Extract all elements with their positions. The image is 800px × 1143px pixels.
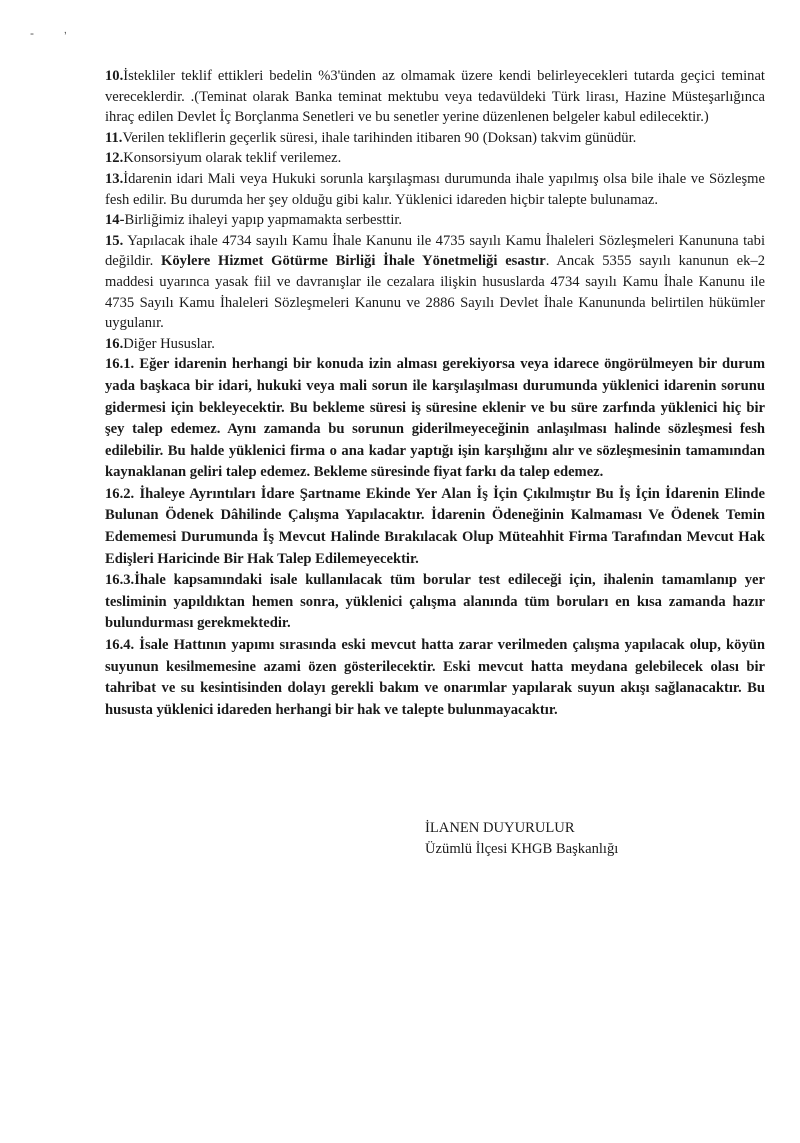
- announcement-line: İLANEN DUYURULUR: [425, 820, 575, 836]
- scan-mark-tick: ‚: [64, 22, 67, 36]
- signature-block: [425, 818, 618, 859]
- paragraph-number: 12.: [105, 150, 124, 167]
- paragraph-15: [105, 231, 765, 334]
- paragraph-16: [105, 334, 765, 355]
- paragraph-text: Yapılacak ihale 4734 sayılı Kamu İhale Kanunu ile 4735 sayılı Kamu İhaleleri Sözleşmeleri Kanununa tabi değildir.: [105, 232, 765, 270]
- paragraph-text: İstekliler teklif ettikleri bedelin %3'ünden az olmamak üzere kendi belirleyecekleri tutarda geçici teminat vereceklerdir. .(Teminat olarak Banka teminat mektubu veya tedavüldeki Türk lirası, Hazine Müsteşarlığınca ihraç edilen Devlet İç Borçlanma Senetleri ve bu senetler yerine düzenlenen belgeler kabul edilecektir.): [105, 68, 765, 126]
- paragraph-16-1: 16.1. Eğer idarenin herhangi bir konuda izin alması gerekiyorsa veya idarece öngörülmeyen bir durum yada başkaca bir idari, hukuki veya mali sorun ile karşılaşılması durumunda yüklenici idarenin sorunu gidermesi için bekleyecektir. Bu bekleme süresi iş süresine eklenir ve bu süre zarfında yüklenici hiç bir şey talep edemez. Aynı zamanda bu sorunun giderilmeyeceğinin anlaşılması halinde sözleşmesi fesh edilebilir. Bu halde yüklenici firma o ana kadar yaptığı işin karşılığını alır ve sözleşmesinin tamamından kaynaklanan geliri talep edemez. Bekleme süresinde fiyat farkı da talep edemez.: [105, 356, 765, 481]
- paragraph-13: [105, 169, 765, 210]
- paragraph-text: Diğer Hususlar.: [123, 335, 215, 352]
- paragraph-number: 14-: [105, 212, 125, 229]
- paragraph-text: Birliğimiz ihaleyi yapıp yapmamakta serbesttir.: [124, 212, 403, 229]
- scan-mark-dash: -: [30, 26, 34, 40]
- paragraph-number: 13.: [105, 170, 124, 187]
- paragraph-text: Verilen tekliflerin geçerlik süresi, ihale tarihinden itibaren 90 (Doksan) takvim günüdür.: [122, 129, 637, 146]
- paragraph-text: İdarenin idari Mali veya Hukuki sorunla karşılaşması durumunda ihale yapılmış olsa bile ihale ve Sözleşme fesh edilir. Bu durumda her şey olduğu gibi kalır. Yüklenici idareden hiçbir talepte bulunamaz.: [105, 170, 765, 208]
- paragraph-16-2: 16.2. İhaleye Ayrıntıları İdare Şartname Ekinde Yer Alan İş İçin Çıkılmıştır Bu İş İçin İdarenin Elinde Bulunan Ödenek Dâhilinde Çalışma Yapılacaktır. İdarenin Ödeneğinin Kalmaması Ve Ödenek Temin Edememesi Durumunda İş Mevcut Halinde Bırakılacak Olup Müteahhit Firma Tarafından Mevcut Hak Edişleri Haricinde Bir Hak Talep Edilemeyecektir.: [105, 485, 765, 567]
- paragraph-text-continued: . Ancak 5355 sayılı kanunun ek–2 maddesi uyarınca yasak fiil ve davranışlar ile cezalara ilişkin hususlarda 4734 sayılı Kamu İhale Kanunu ile 4735 Sayılı Kamu İhaleleri Sözleşmeleri Kanunu ve 2886 Sayılı Devlet İhale Kanununda belirtilen hükümler uygulanır.: [105, 253, 766, 332]
- paragraph-number: 10.: [105, 68, 124, 84]
- paragraph-number: 11.: [105, 129, 123, 146]
- paragraph-11: [105, 128, 765, 149]
- paragraph-number: 15.: [105, 232, 124, 249]
- paragraph-16-3: 16.3.İhale kapsamındaki isale kullanılacak tüm borular test edileceği için, ihalenin tamamlanıp yer tesliminin yapıldıktan hemen sonra, yüklenici çalışma alanında tüm boruları en kısa zamanda hazır bulundurması gerekmektedir.: [105, 572, 765, 632]
- paragraph-text: Konsorsiyum olarak teklif verilemez.: [123, 150, 342, 167]
- paragraph-10: [105, 66, 765, 128]
- paragraph-12: [105, 148, 765, 169]
- paragraph-16-4: 16.4. İsale Hattının yapımı sırasında eski mevcut hatta zarar verilmeden çalışma yapılacak olup, köyün suyunun kesilmemesine azami özen gösterilecektir. Eski mevcut hatta meydana gelebilecek olası bir tahribat ve su kesintisinden dolayı gerekli bakım ve onarımlar yapılarak suyun akışı sağlanacaktır. Bu hususta yüklenici idareden herhangi bir hak ve talepte bulunmayacaktır.: [105, 637, 765, 718]
- paragraph-14: [105, 210, 765, 231]
- paragraph-number: 16.: [105, 335, 124, 352]
- document-body: [105, 66, 765, 721]
- paragraph-emphasis: Köylere Hizmet Götürme Birliği İhale Yönetmeliği esastır: [161, 253, 546, 270]
- issuing-authority: Üzümlü İlçesi KHGB Başkanlığı: [425, 840, 619, 857]
